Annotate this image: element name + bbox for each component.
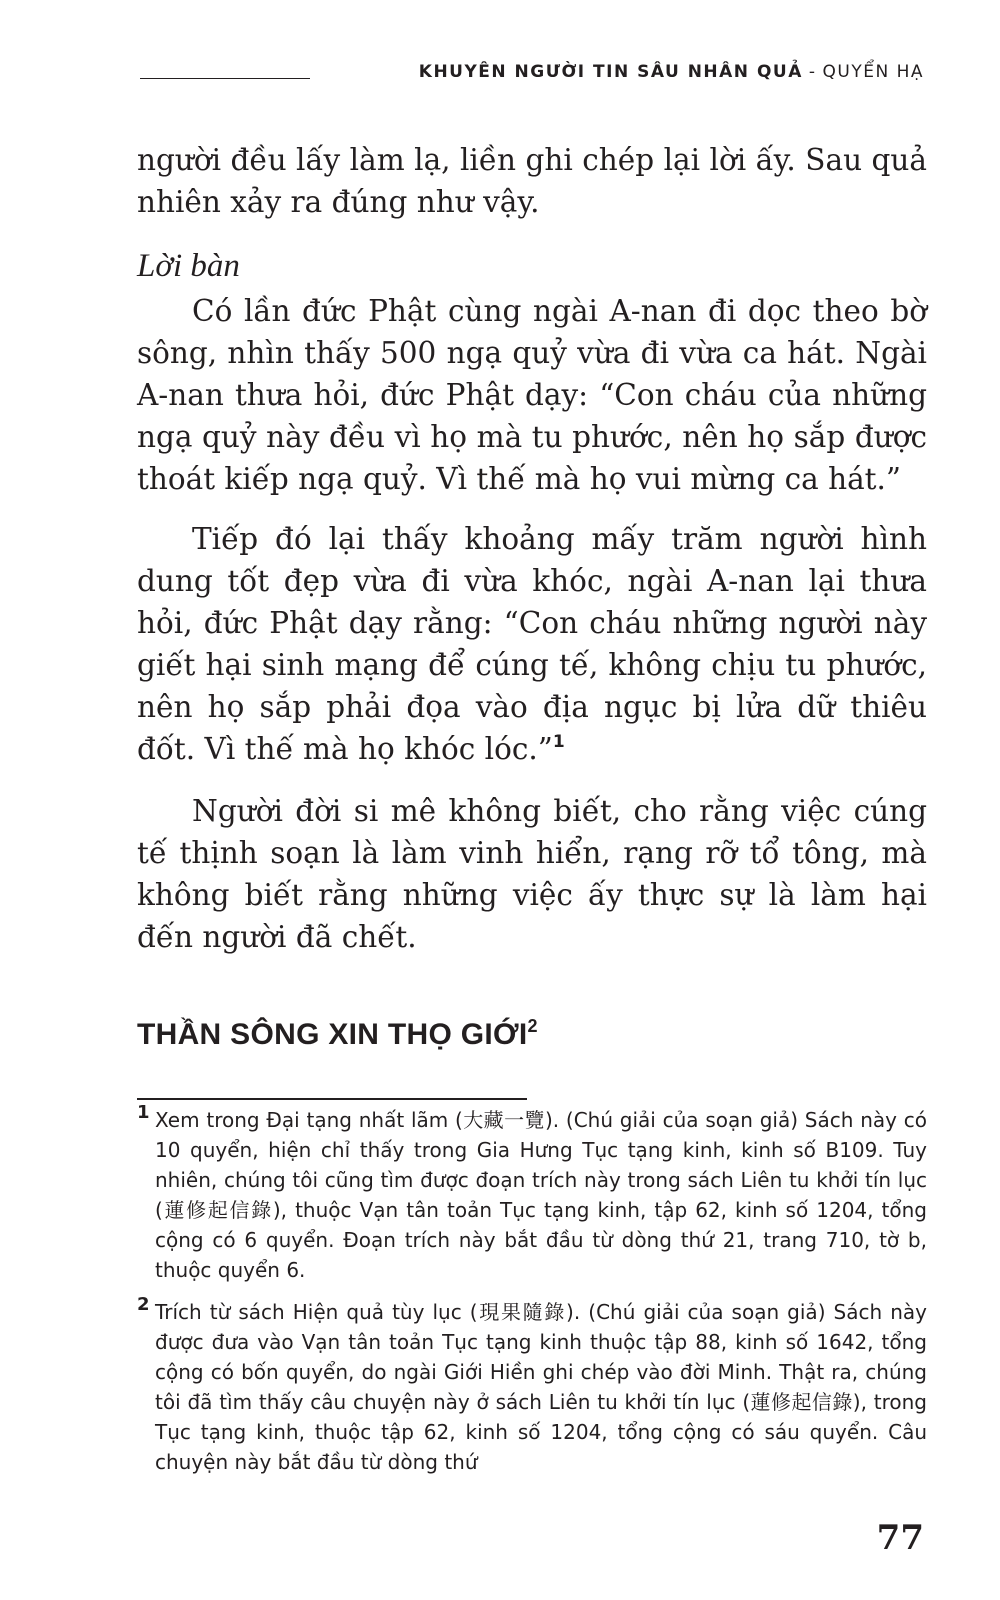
section-heading-text: THẦN SÔNG XIN THỌ GIỚI bbox=[137, 1018, 528, 1051]
paragraph-2: Có lần đức Phật cùng ngài A-nan đi dọc theo bờ sông, nhìn thấy 500 ngạ quỷ vừa đi vừa ca hát. Ngài A-nan thưa hỏi, đức Phật dạy: “Con cháu của những ngạ quỷ này đều vì họ mà tu phước, nên họ sắp được thoát kiếp ngạ quỷ. Vì thế mà họ vui mừng ca hát.” bbox=[137, 294, 927, 496]
footnote-1-text: Xem trong Đại tạng nhất lãm (大藏一覽). (Chú giải của soạn giả) Sách này có 10 quyển, hiện chỉ thấy trong Gia Hưng Tục tạng kinh, kinh số B109. Tuy nhiên, chúng tôi cũng tìm được đoạn trích này trong sách Liên tu khởi tín lục (蓮修起信錄), thuộc Vạn tân toản Tục tạng kinh, tập 62, kinh số 1204, tổng cộng có 6 quyển. Đoạn trích này bắt đầu từ dòng thứ 21, trang 710, tờ b, thuộc quyển 6. bbox=[155, 1108, 927, 1282]
footnote-ref-1: 1 bbox=[552, 732, 565, 752]
paragraph-3-text: Tiếp đó lại thấy khoảng mấy trăm người hình dung tốt đẹp vừa đi vừa khóc, ngài A-nan lại thưa hỏi, đức Phật dạy rằng: “Con cháu những người này giết hại sinh mạng để cúng tế, không chịu tu phước, nên họ sắp phải đọa vào địa ngục bị lửa dữ thiêu đốt. Vì thế mà họ khóc lóc.” bbox=[137, 522, 927, 766]
footnote-1-number: 1 bbox=[137, 1102, 150, 1123]
footnote-1 bbox=[137, 1102, 927, 1285]
footnote-ref-2: 2 bbox=[527, 1016, 538, 1036]
paragraph-4: Người đời si mê không biết, cho rằng việc cúng tế thịnh soạn là làm vinh hiển, rạng rỡ tổ tông, mà không biết rằng những việc ấy thực sự là làm hại đến người đã chết. bbox=[137, 794, 927, 954]
header-separator: - bbox=[808, 62, 817, 82]
paragraph-3 bbox=[137, 518, 927, 770]
volume-label: QUYỂN HẠ bbox=[822, 62, 924, 82]
running-header bbox=[419, 62, 924, 82]
book-title: KHUYÊN NGƯỜI TIN SÂU NHÂN QUẢ bbox=[418, 62, 803, 82]
footnote-2-number: 2 bbox=[137, 1294, 150, 1315]
section-heading bbox=[137, 1018, 538, 1052]
footnote-2-text: Trích từ sách Hiện quả tùy lục (現果隨錄). (Chú giải của soạn giả) Sách này được đưa vào Vạn tân toản Tục tạng kinh thuộc tập 88, kinh số 1642, tổng cộng có bốn quyển, do ngài Giới Hiền ghi chép vào đời Minh. Thật ra, chúng tôi đã tìm thấy câu chuyện này ở sách Liên tu khởi tín lục (蓮修起信錄), trong Tục tạng kinh, thuộc tập 62, kinh số 1204, tổng cộng có sáu quyển. Câu chuyện này bắt đầu từ dòng thứ bbox=[155, 1300, 927, 1474]
paragraph-1: người đều lấy làm lạ, liền ghi chép lại lời ấy. Sau quả nhiên xảy ra đúng như vậy. bbox=[137, 143, 927, 219]
footnote-rule bbox=[137, 1098, 527, 1100]
subheading-loi-ban: Lời bàn bbox=[137, 248, 240, 284]
footnote-2 bbox=[137, 1294, 927, 1477]
page-number: 77 bbox=[876, 1518, 924, 1558]
header-rule bbox=[140, 78, 310, 79]
